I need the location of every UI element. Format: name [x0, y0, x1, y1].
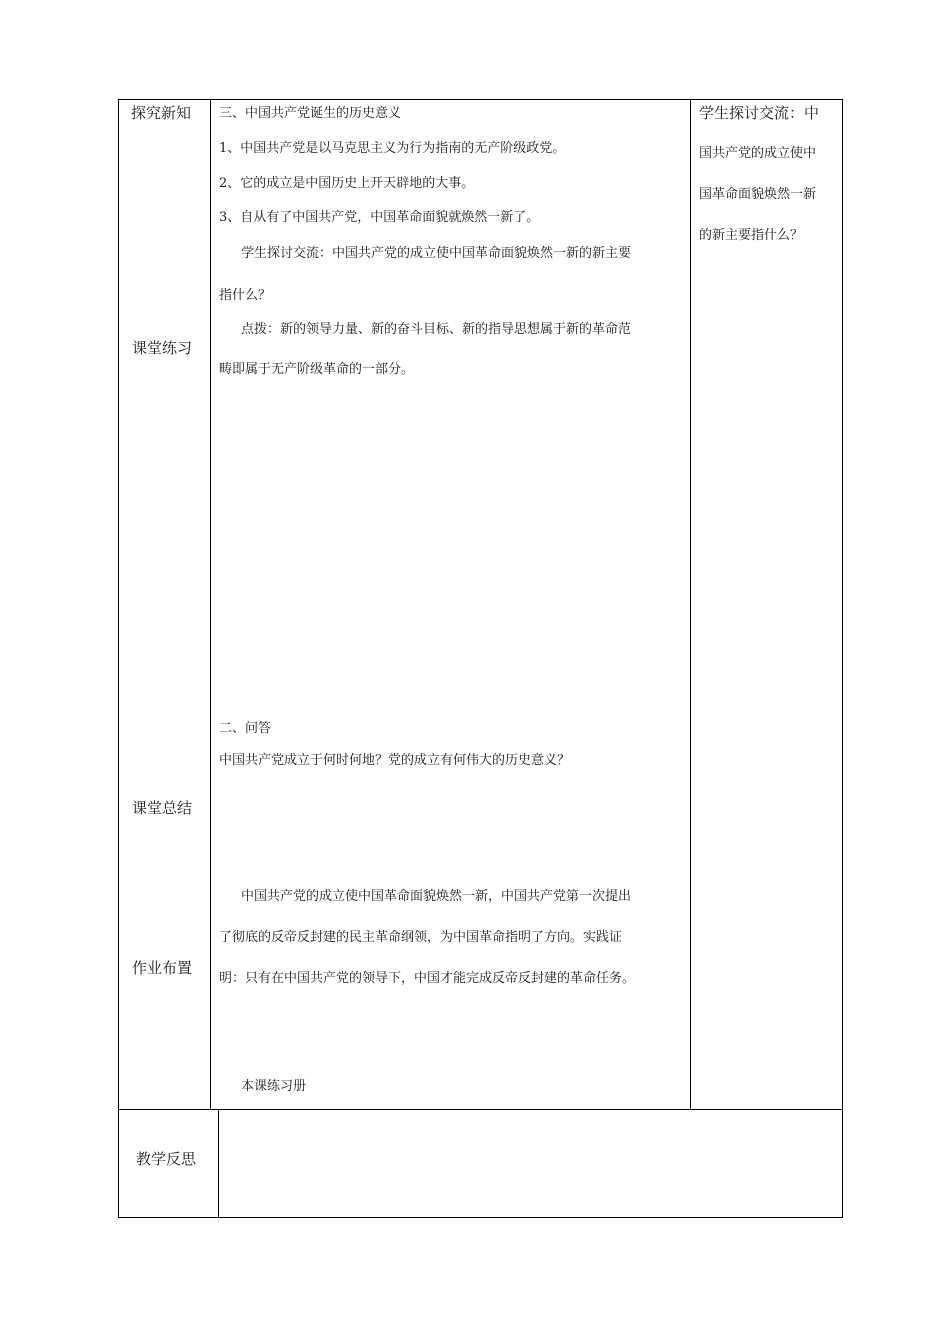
discussion-line-2: 指什么？ [219, 288, 272, 303]
table-right-border [842, 99, 843, 1218]
discussion-line-1: 学生探讨交流：中国共产党的成立使中国革命面貌焕然一新的新主要 [241, 246, 632, 261]
label-column-divider [210, 99, 211, 1110]
label-explore: 探究新知 [131, 104, 192, 122]
label-homework: 作业布置 [132, 959, 193, 977]
hint-line-2: 畴即属于无产阶级革命的一部分。 [219, 362, 415, 377]
side-note-line-4: 的新主要指什么？ [699, 228, 804, 243]
table-left-border [118, 99, 119, 1218]
section3-title: 三、中国共产党诞生的历史意义 [219, 106, 402, 121]
point-3: 3、自从有了中国共产党，中国革命面貌就焕然一新了。 [219, 210, 540, 225]
summary-line-2: 了彻底的反帝反封建的民主革命纲领，为中国革命指明了方向。实践证 [219, 930, 623, 945]
hint-line-1: 点拨：新的领导力量、新的奋斗目标、新的指导思想属于新的革命范 [241, 322, 632, 337]
summary-line-3: 明：只有在中国共产党的领导下，中国才能完成反帝反封建的革命任务。 [219, 971, 636, 986]
side-column-divider [690, 99, 691, 1110]
point-2: 2、它的成立是中国历史上开天辟地的大事。 [219, 176, 475, 191]
side-note-line-3: 国革命面貌焕然一新 [699, 187, 817, 202]
label-summary: 课堂总结 [132, 799, 193, 817]
qa-question: 中国共产党成立于何时何地？党的成立有何伟大的历史意义？ [219, 753, 571, 768]
side-note-line-2: 国共产党的成立使中 [699, 146, 817, 161]
label-reflection: 教学反思 [136, 1150, 197, 1168]
table-top-border [118, 99, 843, 100]
point-1: 1、中国共产党是以马克思主义为行为指南的无产阶级政党。 [219, 141, 566, 156]
summary-line-1: 中国共产党的成立使中国革命面貌焕然一新，中国共产党第一次提出 [241, 889, 632, 904]
label-practice: 课堂练习 [132, 339, 193, 357]
table-bottom-border [118, 1217, 843, 1218]
homework-text: 本课练习册 [241, 1079, 307, 1094]
side-note-line-1: 学生探讨交流：中 [699, 104, 820, 122]
reflection-row-divider [118, 1109, 843, 1110]
qa-title: 二、问答 [219, 721, 272, 736]
reflection-column-divider [218, 1109, 219, 1218]
